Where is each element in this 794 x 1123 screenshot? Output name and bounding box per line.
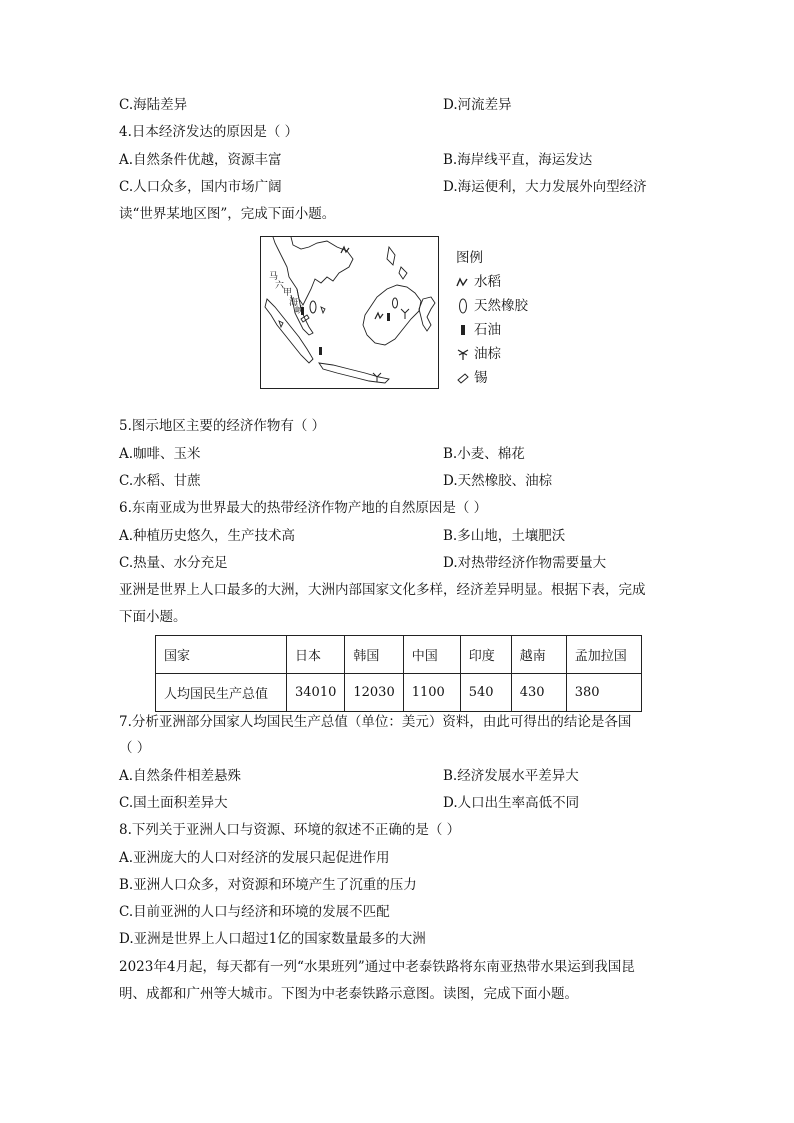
q5-option-c: C.水稻、甘蔗 bbox=[119, 473, 201, 489]
table-cell: 印度 bbox=[460, 636, 511, 674]
q8-option-d: D.亚洲是世界上人口超过1亿的国家数量最多的大洲 bbox=[119, 931, 426, 947]
q7-option-b: B.经济发展水平差异大 bbox=[443, 768, 579, 784]
q5-option-b: B.小麦、棉花 bbox=[443, 446, 525, 462]
legend-label: 天然橡胶 bbox=[474, 298, 528, 314]
table-cell: 人均国民生产总值 bbox=[156, 674, 287, 712]
legend-item-oil bbox=[456, 318, 528, 342]
q3-option-d: D.河流差异 bbox=[443, 97, 512, 113]
rubber-symbol bbox=[310, 301, 316, 313]
legend-title: 图例 bbox=[456, 250, 483, 266]
table-cell: 34010 bbox=[287, 674, 345, 712]
rubber-symbol bbox=[393, 298, 398, 308]
final-intro: 2023年4月起，每天都有一列“水果班列”通过中老泰铁路将东南亚热带水果运到我国昆 bbox=[119, 959, 635, 975]
map-legend bbox=[456, 246, 528, 390]
strait-label: 海 bbox=[289, 298, 299, 308]
tin-icon bbox=[456, 371, 470, 385]
map-intro: 读“世界某地区图”，完成下面小题。 bbox=[119, 206, 336, 222]
q7-option-c: C.国土面积差异大 bbox=[119, 795, 228, 811]
oil-symbol bbox=[387, 313, 390, 321]
q5-option-a: A.咖啡、玉米 bbox=[119, 446, 201, 462]
q7-stem: 7.分析亚洲部分国家人均国民生产总值（单位：美元）资料，由此可得出的结论是各国 bbox=[119, 714, 632, 730]
strait-label: 六 bbox=[275, 281, 285, 291]
rice-symbol bbox=[375, 313, 383, 319]
oil-palm-icon bbox=[456, 347, 470, 361]
q8-option-b: B.亚洲人口众多，对资源和环境产生了沉重的压力 bbox=[119, 877, 417, 893]
q6-option-d: D.对热带经济作物需要量大 bbox=[443, 555, 607, 571]
table-cell: 孟加拉国 bbox=[566, 636, 641, 674]
q4-stem: 4.日本经济发达的原因是（ ） bbox=[119, 124, 299, 140]
q8-option-c: C.目前亚洲的人口与经济和环境的发展不匹配 bbox=[119, 904, 390, 920]
legend-item-rice bbox=[456, 270, 528, 294]
oil-icon bbox=[456, 323, 470, 337]
q4-option-b: B.海岸线平直，海运发达 bbox=[443, 152, 593, 168]
table-cell: 韩国 bbox=[345, 636, 403, 674]
final-intro-cont: 明、成都和广州等大城市。下图为中老泰铁路示意图。读图，完成下面小题。 bbox=[119, 986, 578, 1002]
q4-option-c: C.人口众多，国内市场广阔 bbox=[119, 179, 282, 195]
legend-label: 锡 bbox=[474, 370, 488, 386]
strait-label: 马 bbox=[269, 272, 279, 282]
q6-option-a: A.种植历史悠久，生产技术高 bbox=[119, 528, 296, 544]
table-row bbox=[156, 674, 642, 712]
map-drawing bbox=[261, 237, 438, 388]
legend-label: 石油 bbox=[474, 322, 501, 338]
table-cell: 540 bbox=[460, 674, 511, 712]
table-cell: 12030 bbox=[345, 674, 403, 712]
rubber-icon bbox=[456, 298, 470, 314]
q8-stem: 8.下列关于亚洲人口与资源、环境的叙述不正确的是（ ） bbox=[119, 822, 461, 838]
table-cell: 1100 bbox=[403, 674, 460, 712]
legend-item-tin bbox=[456, 366, 528, 390]
q6-stem: 6.东南亚成为世界最大的热带经济作物产地的自然原因是（ ） bbox=[119, 500, 488, 516]
q5-option-d: D.天然橡胶、油棕 bbox=[443, 473, 553, 489]
table-header-row bbox=[156, 636, 642, 674]
strait-label: 甲 bbox=[283, 288, 293, 298]
table-cell: 越南 bbox=[511, 636, 566, 674]
table-cell: 380 bbox=[566, 674, 641, 712]
rice-icon bbox=[456, 276, 470, 288]
table-intro: 亚洲是世界上人口最多的大洲，大洲内部国家文化多样，经济差异明显。根据下表，完成 bbox=[119, 582, 646, 598]
table-intro-cont: 下面小题。 bbox=[119, 609, 187, 625]
q7-option-a: A.自然条件相差悬殊 bbox=[119, 768, 242, 784]
table-cell: 日本 bbox=[287, 636, 345, 674]
table-cell: 中国 bbox=[403, 636, 460, 674]
table-cell: 国家 bbox=[156, 636, 287, 674]
oil-symbol bbox=[319, 347, 322, 355]
legend-item-oil-palm bbox=[456, 342, 528, 366]
legend-label: 油棕 bbox=[474, 346, 501, 362]
strait-label: 峡 bbox=[295, 306, 305, 316]
q8-option-a: A.亚洲庞大的人口对经济的发展只起促进作用 bbox=[119, 850, 390, 866]
q6-option-b: B.多山地，土壤肥沃 bbox=[443, 528, 566, 544]
southeast-asia-map bbox=[260, 236, 439, 389]
oil-palm-symbol bbox=[401, 309, 409, 319]
q4-option-a: A.自然条件优越，资源丰富 bbox=[119, 152, 282, 168]
gnp-table bbox=[155, 635, 642, 712]
q7-stem-cont: （ ） bbox=[119, 740, 151, 756]
q4-option-d: D.海运便利，大力发展外向型经济 bbox=[443, 179, 647, 195]
q7-option-d: D.人口出生率高低不同 bbox=[443, 795, 580, 811]
table-cell: 430 bbox=[511, 674, 566, 712]
q5-stem: 5.图示地区主要的经济作物有（ ） bbox=[119, 418, 326, 434]
legend-label: 水稻 bbox=[474, 274, 501, 290]
legend-item-rubber bbox=[456, 294, 528, 318]
q6-option-c: C.热量、水分充足 bbox=[119, 555, 228, 571]
q3-option-c: C.海陆差异 bbox=[119, 97, 188, 113]
